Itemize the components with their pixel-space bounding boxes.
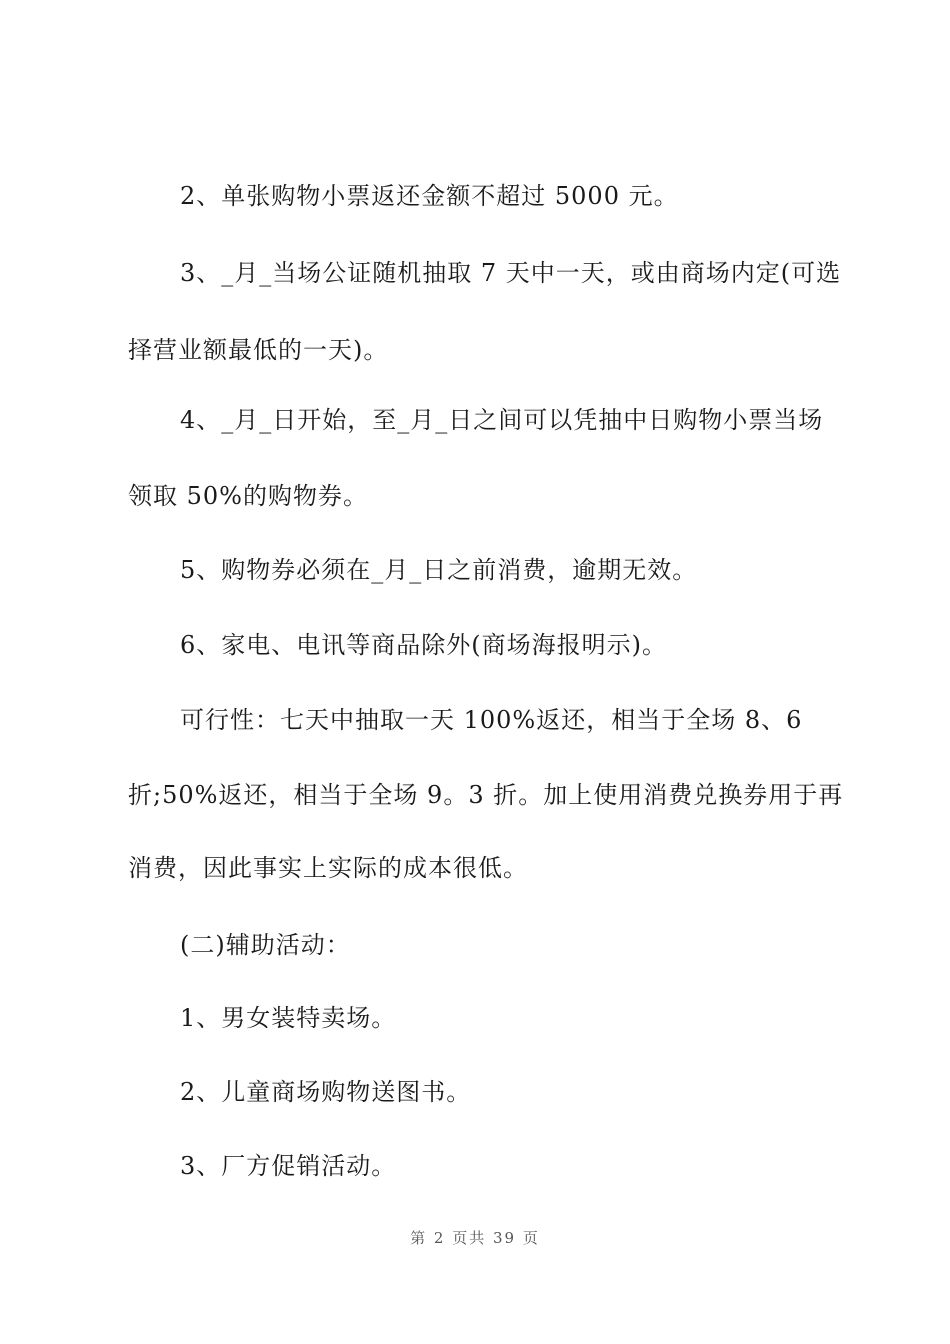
aux-item-2: 2、儿童商场购物送图书。 xyxy=(180,1078,472,1106)
rule-item-5: 5、购物券必须在_月_日之前消费，逾期无效。 xyxy=(180,556,698,584)
rule-item-6: 6、家电、电讯等商品除外(商场海报明示)。 xyxy=(180,631,667,659)
rule-item-4-line-1: 4、_月_日开始，至_月_日之间可以凭抽中日购物小票当场 xyxy=(180,406,824,434)
rule-item-3-line-2: 择营业额最低的一天)。 xyxy=(128,336,389,364)
feasibility-line-2: 折;50%返还，相当于全场 9。3 折。加上使用消费兑换券用于再 xyxy=(128,781,844,809)
section-heading-auxiliary: (二)辅助活动： xyxy=(180,931,351,959)
rule-item-3-line-1: 3、_月_当场公证随机抽取 7 天中一天，或由商场内定(可选 xyxy=(180,259,842,287)
aux-item-1: 1、男女装特卖场。 xyxy=(180,1004,397,1032)
page-number-footer: 第 2 页共 39 页 xyxy=(410,1229,540,1247)
feasibility-line-1: 可行性：七天中抽取一天 100%返还，相当于全场 8、6 xyxy=(180,706,803,734)
rule-item-4-line-2: 领取 50%的购物券。 xyxy=(128,482,368,510)
rule-item-2: 2、单张购物小票返还金额不超过 5000 元。 xyxy=(180,182,679,210)
feasibility-line-3: 消费，因此事实上实际的成本很低。 xyxy=(128,854,528,882)
aux-item-3: 3、厂方促销活动。 xyxy=(180,1152,397,1180)
